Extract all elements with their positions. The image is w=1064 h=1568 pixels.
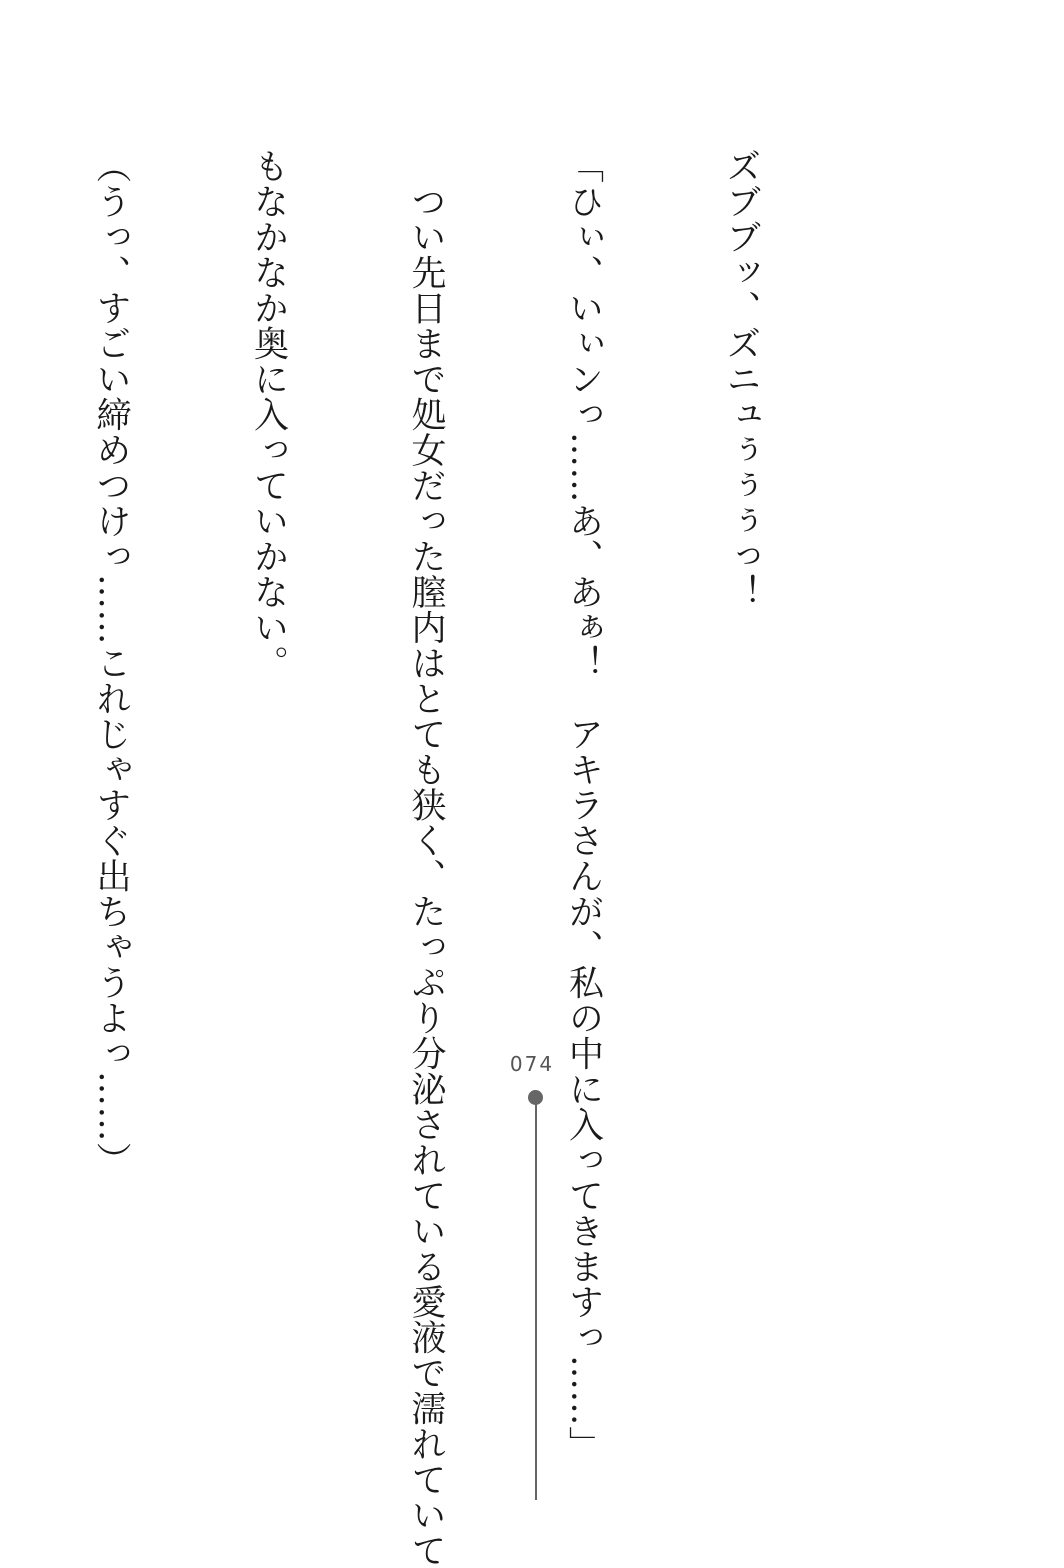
page-marker-dot <box>528 1090 543 1105</box>
text-line: （うっ、すごい締めつけっ……これじゃすぐ出ちゃうよっ……） <box>91 148 131 1178</box>
text-line: もなかなか奥に入っていかない。 <box>248 148 289 681</box>
text-line: 「ひぃ、いぃンっ……あ、あぁ！ アキラさんが、私の中に入ってきますっ……」 <box>563 148 604 1462</box>
text-line: つい先日まで処女だった膣内はとても狭く、たっぷり分泌されている愛液で濡れていて <box>406 148 446 1568</box>
vertical-text-body <box>0 148 872 1568</box>
page-marker-line <box>535 1104 537 1500</box>
text-line: ズブブッ、ズニュぅぅぅっ！ <box>721 148 761 610</box>
page-number: 074 <box>509 1052 555 1076</box>
